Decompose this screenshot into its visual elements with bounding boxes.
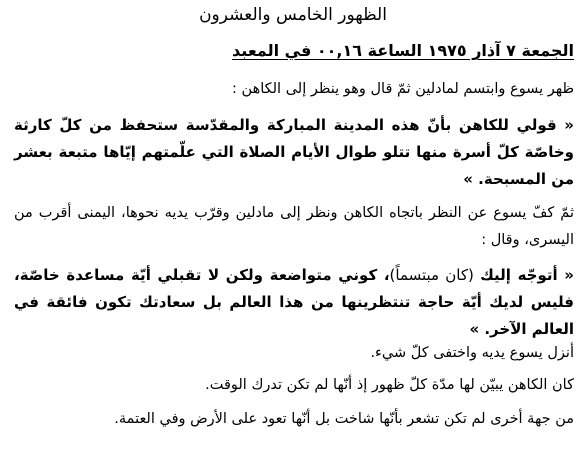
chapter-title: الظهور الخامس والعشرون <box>199 5 387 25</box>
paragraph-2-quote: « قولي للكاهن بأنّ هذه المدينة المباركة والمقدّسة ستحفظ من كلّ كارثة وخاصّة كلّ أسرة منها تتلو طوال الأيام الصلاة التي علّمتهم إيّاها متبعة بعشر من المسبحة. » <box>14 116 574 188</box>
paragraph-1: ظهر يسوع وابتسم لمادلين ثمّ قال وهو ينظر إلى الكاهن : <box>232 81 574 97</box>
paragraph-5: أنزل يسوع يديه واختفى كلّ شيء. <box>370 345 574 361</box>
paragraph-7: من جهة أخرى لم تكن تشعر بأنّها شاخت بل أنّها تعود على الأرض وفي العتمة. <box>114 411 574 427</box>
quote-rest: ، كوني متواضعة ولكن لا تقبلي أيّة مساعدة خاصّة، فليس لديك أيّة حاجة تنتظرينها من هذا العالم بل سعادتك تكون فائقة في العالم الآخر. » <box>14 266 574 338</box>
paragraph-3: ثمّ كفّ يسوع عن النظر باتجاه الكاهن ونظر إلى مادلين وقرّب يديه نحوها، اليمنى أقرب من اليسرى، وقال : <box>14 205 574 248</box>
quote-aside: (كان مبتسماً) <box>389 266 481 284</box>
paragraph-4-quote <box>14 262 574 343</box>
paragraph-6: كان الكاهن يبيّن لها مدّة كلّ ظهور إذ أنّها لم تكن تدرك الوقت. <box>205 377 574 393</box>
dateline: الجمعة ٧ آذار ١٩٧٥ الساعة ٠٠,١٦ في المعبد <box>232 41 574 60</box>
quote-lead: « أتوجّه إليك <box>480 266 574 284</box>
